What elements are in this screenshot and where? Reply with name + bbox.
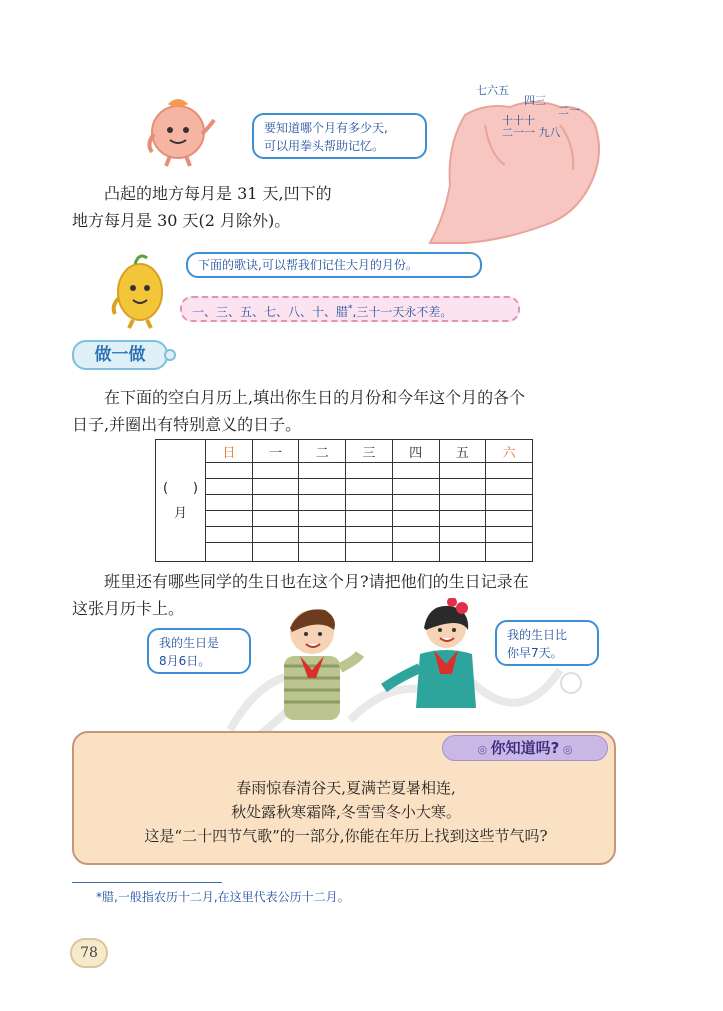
date-cell[interactable] [299, 527, 346, 543]
date-cell[interactable] [252, 527, 299, 543]
date-cell[interactable] [206, 479, 253, 495]
calendar-row [156, 527, 533, 543]
date-cell[interactable] [299, 479, 346, 495]
date-cell[interactable] [439, 463, 486, 479]
registered-mark-icon [560, 672, 582, 694]
date-cell[interactable] [486, 495, 533, 511]
rhyme-text-before: 一、三、五、七、八、十、腊 [192, 305, 349, 319]
date-cell[interactable] [206, 511, 253, 527]
date-cell[interactable] [206, 463, 253, 479]
poem-line-1: 春雨惊春清谷天,夏满芒夏暑相连, [236, 779, 456, 797]
girl-line-2: 你早7天。 [507, 646, 563, 660]
paragraph-fist-rule [72, 180, 422, 234]
date-cell[interactable] [346, 543, 393, 562]
date-cell[interactable] [252, 495, 299, 511]
footnote-marker: * [348, 304, 353, 314]
date-cell[interactable] [346, 479, 393, 495]
calendar-row [156, 495, 533, 511]
hand-numbers-row5: 二一一 九八 [502, 126, 561, 139]
page-number-badge [70, 938, 108, 968]
title-decor-right-icon: ◎ [559, 743, 573, 756]
date-cell[interactable] [206, 543, 253, 562]
paragraph-line-1: 班里还有哪些同学的生日也在这个月?请把他们的生日记录在 [104, 572, 529, 591]
boy-line-2: 8月6日。 [159, 654, 211, 668]
section-heading-tail-icon [164, 349, 176, 361]
paragraph-line-2: 地方每月是 30 天(2 月除外)。 [72, 211, 291, 230]
hand-numbers-row3: 二一 [558, 104, 580, 117]
calendar-row [156, 479, 533, 495]
calendar-row [156, 463, 533, 479]
girl-illustration [376, 598, 486, 724]
bubble-line-2: 可以用拳头帮助记忆。 [264, 139, 385, 153]
header-fri: 五 [439, 440, 486, 463]
footnote: *腊,一般指农历十二月,在这里代表公历十二月。 [96, 890, 350, 904]
orange-character [140, 90, 220, 170]
header-wed: 三 [346, 440, 393, 463]
date-cell[interactable] [392, 543, 439, 562]
date-cell[interactable] [346, 511, 393, 527]
date-cell[interactable] [392, 479, 439, 495]
potato-character [105, 250, 175, 330]
section-title: 做一做 [94, 345, 146, 365]
bubble-line-1: 要知道哪个月有多少天, [264, 121, 388, 135]
date-cell[interactable] [299, 543, 346, 562]
girl-line-1: 我的生日比 [507, 628, 568, 642]
paragraph-line-2: 日子,并圈出有特别意义的日子。 [72, 415, 302, 434]
section-heading [72, 340, 168, 370]
date-cell[interactable] [299, 463, 346, 479]
boy-illustration [270, 598, 370, 724]
calendar-row [156, 511, 533, 527]
header-tue: 二 [299, 440, 346, 463]
month-paren: ( ) [163, 480, 198, 496]
paragraph-line-1: 在下面的空白月历上,填出你生日的月份和今年这个月的各个 [104, 388, 526, 407]
date-cell[interactable] [439, 527, 486, 543]
hand-numbers-top: 七六五 [476, 84, 509, 97]
date-cell[interactable] [486, 527, 533, 543]
header-mon: 一 [252, 440, 299, 463]
calendar-row [156, 543, 533, 562]
speech-bubble-fist-hint [252, 113, 427, 159]
speech-bubble-rhyme-intro [186, 252, 482, 278]
footnote-divider [72, 882, 222, 883]
hand-month-labels [472, 85, 592, 145]
date-cell[interactable] [439, 495, 486, 511]
date-cell[interactable] [252, 479, 299, 495]
paragraph-line-1: 凸起的地方每月是 31 天,凹下的 [104, 184, 332, 203]
date-cell[interactable] [392, 527, 439, 543]
bubble-text: 下面的歌诀,可以帮我们记住大月的月份。 [198, 258, 418, 272]
calendar-header-row [156, 440, 533, 463]
month-label: 月 [173, 505, 187, 521]
blank-calendar [155, 439, 533, 562]
did-you-know-title-tab [442, 735, 608, 761]
paragraph-instructions [72, 384, 632, 438]
date-cell[interactable] [299, 511, 346, 527]
speech-bubble-girl [495, 620, 599, 666]
date-cell[interactable] [346, 495, 393, 511]
date-cell[interactable] [486, 463, 533, 479]
date-cell[interactable] [439, 543, 486, 562]
rhyme-text-after: ,三十一天永不差。 [352, 305, 453, 319]
hand-numbers-row4: 十十十 [502, 114, 535, 127]
date-cell[interactable] [252, 511, 299, 527]
header-sat: 六 [486, 440, 533, 463]
page-number: 78 [80, 945, 98, 961]
speech-bubble-boy [147, 628, 251, 674]
date-cell[interactable] [206, 527, 253, 543]
header-thu: 四 [392, 440, 439, 463]
header-sun: 日 [206, 440, 253, 463]
date-cell[interactable] [299, 495, 346, 511]
poem-question: 这是“二十四节气歌”的一部分,你能在年历上找到这些节气吗? [144, 827, 548, 845]
month-cell [156, 440, 206, 562]
boy-line-1: 我的生日是 [159, 636, 220, 650]
paragraph-line-2: 这张月历卡上。 [72, 599, 185, 618]
date-cell[interactable] [392, 463, 439, 479]
date-cell[interactable] [486, 479, 533, 495]
date-cell[interactable] [206, 495, 253, 511]
title-decor-left-icon: ◎ [477, 743, 491, 756]
date-cell[interactable] [346, 527, 393, 543]
date-cell[interactable] [346, 463, 393, 479]
date-cell[interactable] [392, 511, 439, 527]
date-cell[interactable] [439, 511, 486, 527]
date-cell[interactable] [486, 543, 533, 562]
poem-line-2: 秋处露秋寒霜降,冬雪雪冬小大寒。 [231, 803, 461, 821]
did-you-know-box [72, 731, 616, 865]
rhyme-box [180, 296, 520, 322]
date-cell[interactable] [486, 511, 533, 527]
did-you-know-title: 你知道吗? [490, 739, 560, 757]
date-cell[interactable] [439, 479, 486, 495]
date-cell[interactable] [392, 495, 439, 511]
date-cell[interactable] [252, 543, 299, 562]
date-cell[interactable] [252, 463, 299, 479]
hand-numbers-row2: 四三 [524, 94, 546, 107]
